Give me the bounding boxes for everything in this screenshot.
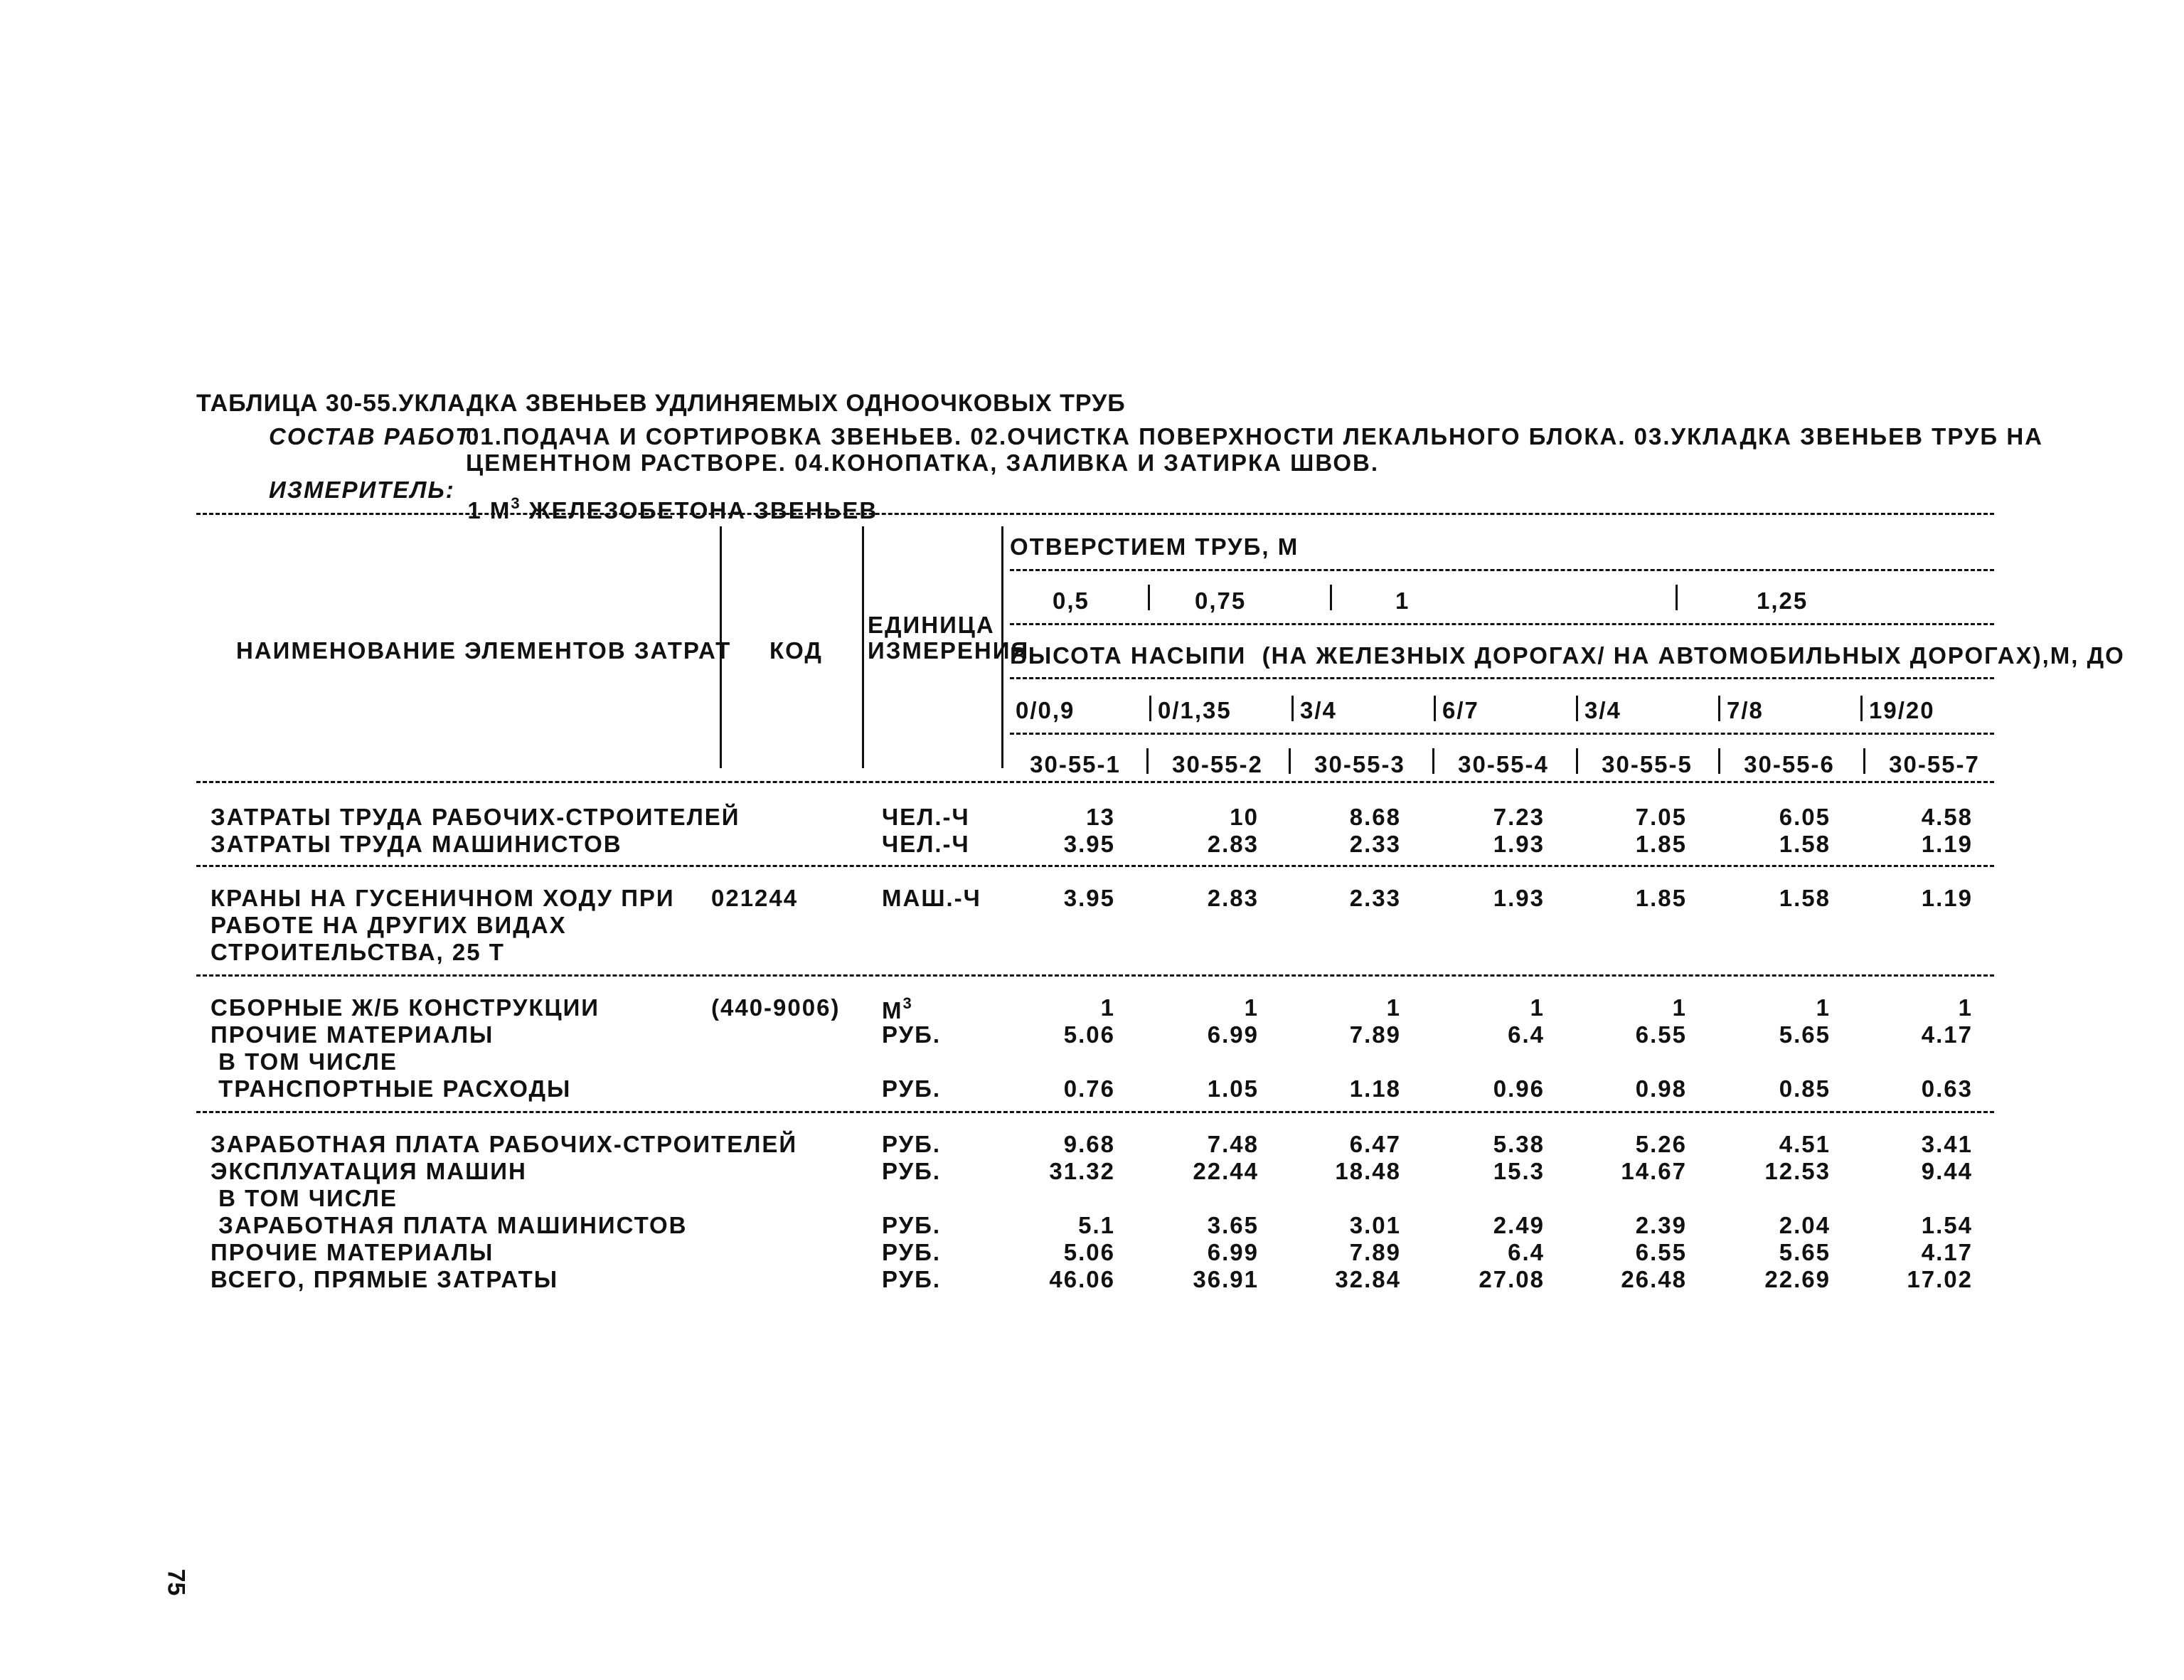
row-value: 1 <box>1816 994 1831 1021</box>
height-divider <box>1291 696 1294 721</box>
row-unit: РУБ. <box>882 1021 941 1048</box>
row-value: 5.06 <box>1063 1239 1115 1265</box>
row-value: 32.84 <box>1335 1266 1401 1292</box>
row-value: 22.69 <box>1764 1266 1831 1292</box>
row-code: (440-9006) <box>711 994 841 1021</box>
row-value: 4.58 <box>1921 804 1973 830</box>
header-height-value: 0/1,35 <box>1158 697 1232 723</box>
row-unit: РУБ. <box>882 1239 941 1265</box>
row-value: 6.47 <box>1349 1131 1401 1157</box>
code-divider <box>1718 748 1720 774</box>
group-rule-2 <box>196 974 1994 977</box>
row-value: 9.44 <box>1921 1158 1973 1184</box>
row-value: 9.68 <box>1063 1131 1115 1157</box>
header-rule-2 <box>1010 623 1994 625</box>
row-value: 7.23 <box>1493 804 1545 830</box>
row-value: 5.65 <box>1779 1239 1831 1265</box>
row-value: 3.65 <box>1207 1212 1259 1238</box>
row-value: 2.83 <box>1207 885 1259 911</box>
row-unit: ЧЕЛ.-Ч <box>882 804 970 830</box>
row-value: 7.05 <box>1635 804 1687 830</box>
row-value: 7.89 <box>1349 1239 1401 1265</box>
row-name: СБОРНЫЕ Ж/Б КОНСТРУКЦИИ <box>211 994 600 1021</box>
row-value: 3.41 <box>1921 1131 1973 1157</box>
row-value: 1 <box>1100 994 1115 1021</box>
row-value: 2.33 <box>1349 831 1401 857</box>
row-name: ЗАТРАТЫ ТРУДА РАБОЧИХ-СТРОИТЕЛЕЙ <box>211 804 740 830</box>
row-value: 1.85 <box>1635 831 1687 857</box>
row-value: 5.65 <box>1779 1021 1831 1048</box>
table-title: ТАБЛИЦА 30-55.УКЛАДКА ЗВЕНЬЕВ УДЛИНЯЕМЫХ ОДНООЧКОВЫХ ТРУБ <box>196 390 1126 417</box>
code-divider <box>1432 748 1434 774</box>
header-rule-1 <box>1010 569 1994 571</box>
row-name: СТРОИТЕЛЬСТВА, 25 Т <box>211 939 505 965</box>
code-divider <box>1576 748 1578 774</box>
row-value: 0.98 <box>1635 1075 1687 1102</box>
row-value: 2.33 <box>1349 885 1401 911</box>
row-value: 18.48 <box>1335 1158 1401 1184</box>
row-value: 1 <box>1672 994 1687 1021</box>
measure-sup: 3 <box>511 494 521 512</box>
row-value: 15.3 <box>1493 1158 1545 1184</box>
header-height-value: 7/8 <box>1727 697 1764 723</box>
opening-divider-1 <box>1148 585 1150 610</box>
row-value: 4.51 <box>1779 1131 1831 1157</box>
row-value: 17.02 <box>1907 1266 1973 1292</box>
header-top-rule <box>196 513 1994 515</box>
header-opening-3: 1 <box>1395 588 1410 614</box>
row-value: 1 <box>1386 994 1401 1021</box>
header-code-value: 30-55-6 <box>1744 751 1835 777</box>
row-value: 0.76 <box>1063 1075 1115 1102</box>
row-value: 2.39 <box>1635 1212 1687 1238</box>
row-value: 6.99 <box>1207 1021 1259 1048</box>
measure-label: ИЗМЕРИТЕЛЬ: <box>269 477 455 503</box>
header-code-value: 30-55-5 <box>1602 751 1693 777</box>
row-value: 14.67 <box>1621 1158 1687 1184</box>
row-value: 1.58 <box>1779 885 1831 911</box>
header-opening-1: 0,5 <box>1053 588 1090 614</box>
header-code-value: 30-55-7 <box>1889 751 1980 777</box>
row-value: 8.68 <box>1349 804 1401 830</box>
row-value: 6.99 <box>1207 1239 1259 1265</box>
header-code-col: КОД <box>769 637 823 664</box>
row-name: РАБОТЕ НА ДРУГИХ ВИДАХ <box>211 912 567 938</box>
header-opening: ОТВЕРСТИЕМ ТРУБ, М <box>1010 533 1299 560</box>
row-value: 0.85 <box>1779 1075 1831 1102</box>
row-value: 3.01 <box>1349 1212 1401 1238</box>
row-value: 26.48 <box>1621 1266 1687 1292</box>
row-value: 4.17 <box>1921 1239 1973 1265</box>
row-unit: РУБ. <box>882 1266 941 1292</box>
header-code-value: 30-55-1 <box>1030 751 1121 777</box>
row-value: 2.83 <box>1207 831 1259 857</box>
row-value: 1.93 <box>1493 831 1545 857</box>
row-value: 2.04 <box>1779 1212 1831 1238</box>
group-rule-1 <box>196 865 1994 867</box>
work-composition-label: СОСТАВ РАБОТ: <box>269 423 481 450</box>
height-divider <box>1718 696 1720 721</box>
row-value: 10 <box>1230 804 1259 830</box>
row-name: ВСЕГО, ПРЯМЫЕ ЗАТРАТЫ <box>211 1266 559 1292</box>
row-value: 1 <box>1958 994 1973 1021</box>
row-value: 5.38 <box>1493 1131 1545 1157</box>
header-bottom-rule <box>196 781 1994 783</box>
row-value: 1.54 <box>1921 1212 1973 1238</box>
header-height-value: 0/0,9 <box>1016 697 1075 723</box>
height-divider <box>1149 696 1151 721</box>
row-value: 2.49 <box>1493 1212 1545 1238</box>
row-value: 5.1 <box>1078 1212 1115 1238</box>
header-unit-col-1: ЕДИНИЦА <box>868 612 995 638</box>
row-value: 6.4 <box>1508 1021 1545 1048</box>
row-value: 46.06 <box>1049 1266 1115 1292</box>
header-code-value: 30-55-3 <box>1314 751 1405 777</box>
row-value: 1.19 <box>1921 885 1973 911</box>
row-value: 0.96 <box>1493 1075 1545 1102</box>
header-code-value: 30-55-2 <box>1172 751 1263 777</box>
row-code: 021244 <box>711 885 799 911</box>
row-unit-sup: 3 <box>902 994 913 1012</box>
header-opening-2: 0,75 <box>1195 588 1247 614</box>
row-value: 6.55 <box>1635 1021 1687 1048</box>
work-composition-line1: 01.ПОДАЧА И СОРТИРОВКА ЗВЕНЬЕВ. 02.ОЧИСТКА ПОВЕРХНОСТИ ЛЕКАЛЬНОГО БЛОКА. 03.УКЛАДКА ЗВЕНЬЕВ ТРУБ НА <box>466 423 2043 450</box>
header-unit-col-2: ИЗМЕРЕНИЯ <box>868 637 1030 664</box>
row-value: 5.26 <box>1635 1131 1687 1157</box>
row-name: ЭКСПЛУАТАЦИЯ МАШИН <box>211 1158 527 1184</box>
row-name: ПРОЧИЕ МАТЕРИАЛЫ <box>211 1021 494 1048</box>
header-height: ВЫСОТА НАСЫПИ (НА ЖЕЛЕЗНЫХ ДОРОГАХ/ НА АВТОМОБИЛЬНЫХ ДОРОГАХ),М, ДО <box>1010 642 2125 669</box>
header-rule-3 <box>1010 677 1994 679</box>
row-value: 22.44 <box>1193 1158 1259 1184</box>
measure-prefix: 1 М <box>467 497 511 523</box>
row-value: 0.63 <box>1921 1075 1973 1102</box>
row-name: ЗАРАБОТНАЯ ПЛАТА РАБОЧИХ-СТРОИТЕЛЕЙ <box>211 1131 798 1157</box>
row-value: 1.19 <box>1921 831 1973 857</box>
row-unit: РУБ. <box>882 1158 941 1184</box>
opening-divider-3 <box>1676 585 1678 610</box>
row-value: 1.93 <box>1493 885 1545 911</box>
row-value: 3.95 <box>1063 885 1115 911</box>
row-unit: МАШ.-Ч <box>882 885 981 911</box>
row-value: 6.05 <box>1779 804 1831 830</box>
page-number: 75 <box>162 1568 190 1596</box>
work-composition-line2: ЦЕМЕНТНОМ РАСТВОРЕ. 04.КОНОПАТКА, ЗАЛИВКА И ЗАТИРКА ШВОВ. <box>466 450 1380 476</box>
group-rule-3 <box>196 1111 1994 1113</box>
height-divider <box>1434 696 1436 721</box>
row-unit: РУБ. <box>882 1075 941 1102</box>
header-name-col: НАИМЕНОВАНИЕ ЭЛЕМЕНТОВ ЗАТРАТ <box>236 637 732 664</box>
header-height-value: 6/7 <box>1442 697 1479 723</box>
row-value: 1.05 <box>1207 1075 1259 1102</box>
row-value: 6.4 <box>1508 1239 1545 1265</box>
row-value: 6.55 <box>1635 1239 1687 1265</box>
header-height-value: 19/20 <box>1869 697 1935 723</box>
row-value: 36.91 <box>1193 1266 1259 1292</box>
row-name: ПРОЧИЕ МАТЕРИАЛЫ <box>211 1239 494 1265</box>
row-unit: РУБ. <box>882 1212 941 1238</box>
header-height-value: 3/4 <box>1584 697 1621 723</box>
row-unit: ЧЕЛ.-Ч <box>882 831 970 857</box>
row-name: В ТОМ ЧИСЛЕ <box>211 1048 398 1075</box>
row-name: ЗАРАБОТНАЯ ПЛАТА МАШИНИСТОВ <box>211 1212 688 1238</box>
header-height-value: 3/4 <box>1300 697 1337 723</box>
row-unit: РУБ. <box>882 1131 941 1157</box>
row-value: 7.48 <box>1207 1131 1259 1157</box>
row-value: 4.17 <box>1921 1021 1973 1048</box>
height-divider <box>1860 696 1863 721</box>
code-divider <box>1863 748 1865 774</box>
row-value: 31.32 <box>1049 1158 1115 1184</box>
row-value: 27.08 <box>1479 1266 1545 1292</box>
row-value: 1 <box>1244 994 1259 1021</box>
header-rule-4 <box>1010 733 1994 735</box>
header-code-value: 30-55-4 <box>1458 751 1549 777</box>
row-value: 1.85 <box>1635 885 1687 911</box>
row-value: 3.95 <box>1063 831 1115 857</box>
header-opening-4: 1,25 <box>1757 588 1809 614</box>
row-value: 1.58 <box>1779 831 1831 857</box>
height-divider <box>1576 696 1578 721</box>
row-name: В ТОМ ЧИСЛЕ <box>211 1185 398 1211</box>
row-name: ЗАТРАТЫ ТРУДА МАШИНИСТОВ <box>211 831 622 857</box>
row-value: 13 <box>1086 804 1115 830</box>
row-name: ТРАНСПОРТНЫЕ РАСХОДЫ <box>211 1075 572 1102</box>
row-value: 1.18 <box>1349 1075 1401 1102</box>
opening-divider-2 <box>1330 585 1332 610</box>
row-value: 5.06 <box>1063 1021 1115 1048</box>
row-value: 12.53 <box>1764 1158 1831 1184</box>
header-divider-2 <box>862 526 864 768</box>
code-divider <box>1146 748 1149 774</box>
measure-suffix: ЖЕЛЕЗОБЕТОНА ЗВЕНЬЕВ <box>528 497 878 523</box>
row-unit: $М^3$ <box>882 994 913 1024</box>
row-value: 1 <box>1530 994 1545 1021</box>
code-divider <box>1289 748 1291 774</box>
row-name: КРАНЫ НА ГУСЕНИЧНОМ ХОДУ ПРИ <box>211 885 675 911</box>
row-value: 7.89 <box>1349 1021 1401 1048</box>
